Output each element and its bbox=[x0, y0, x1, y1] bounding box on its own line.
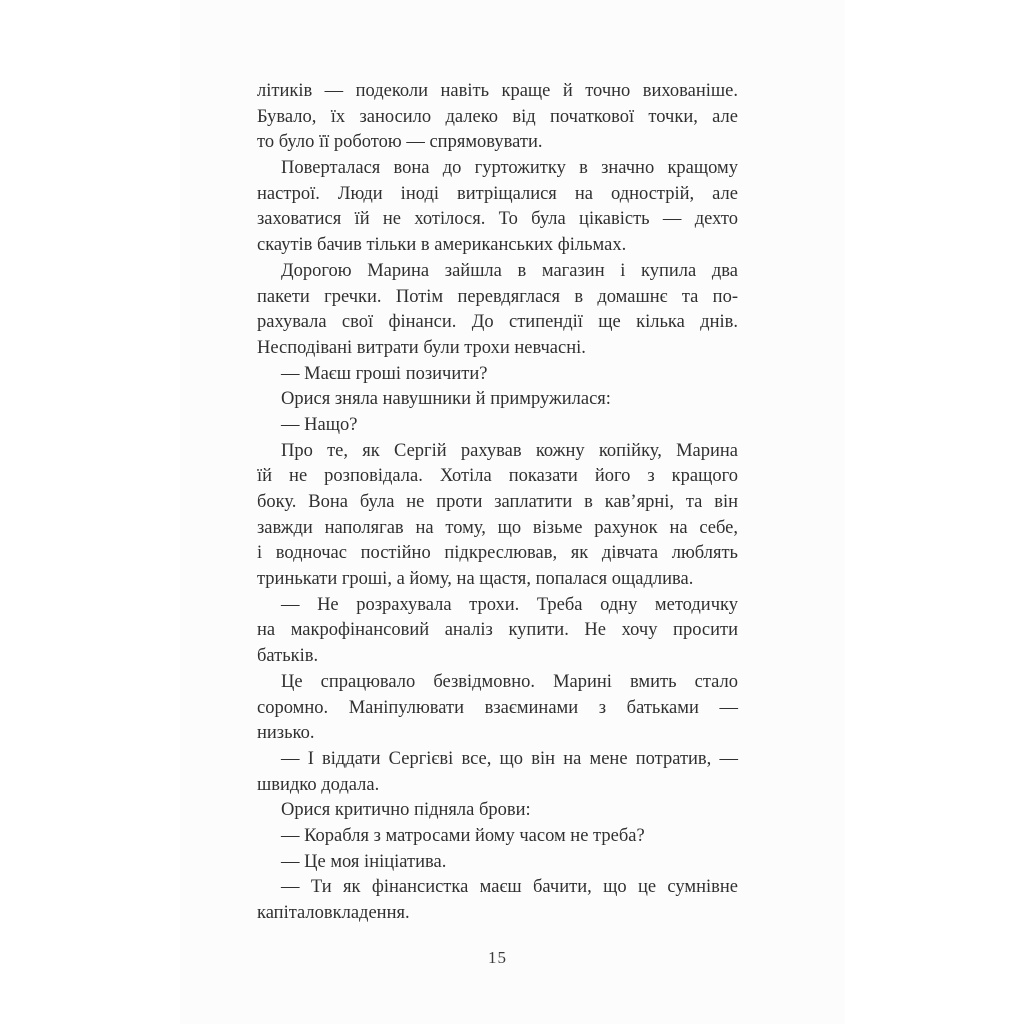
text-line: Про те, як Сергій рахував кожну копійку, Марина bbox=[281, 440, 738, 461]
text-line: заховатися їй не хотілося. То була цікавість — дехто bbox=[257, 209, 738, 230]
text-line: — І віддати Сергієві все, що він на мене потратив, — bbox=[281, 748, 738, 769]
text-line: тринькати гроші, а йому, на щастя, попалася ощадлива. bbox=[257, 569, 694, 590]
text-line: Орися критично підняла брови: bbox=[281, 800, 531, 821]
text-line: їй не розповідала. Хотіла показати його з кращого bbox=[257, 466, 738, 487]
text-line: Це спрацювало безвідмовно. Марині вмить стало bbox=[281, 671, 738, 692]
book-page bbox=[180, 0, 845, 1024]
text-line: на макрофінансовий аналіз купити. Не хочу просити bbox=[257, 620, 738, 641]
text-line: низько. bbox=[257, 723, 315, 744]
text-line: швидко додала. bbox=[257, 774, 380, 795]
text-line: Поверталася вона до гуртожитку в значно кращому bbox=[281, 158, 738, 179]
text-line: то було її роботою — спрямовувати. bbox=[257, 132, 543, 153]
text-line: Орися зняла навушники й примружилася: bbox=[281, 389, 611, 410]
body-text bbox=[257, 79, 738, 927]
text-line: скаутів бачив тільки в американських фільмах. bbox=[257, 235, 627, 256]
text-line: літиків — подеколи навіть краще й точно вихованіше. bbox=[257, 81, 738, 101]
text-line: пакети гречки. Потім перевдяглася в домашнє та по- bbox=[257, 286, 738, 307]
text-line: — Нащо? bbox=[281, 414, 358, 435]
text-line: завжди наполягав на тому, що візьме рахунок на себе, bbox=[257, 517, 738, 538]
text-line: рахувала свої фінанси. До стипендії ще кілька днів. bbox=[257, 312, 738, 333]
text-line: соромно. Маніпулювати взаєминами з батьками — bbox=[257, 697, 738, 718]
text-line: — Це моя ініціатива. bbox=[281, 851, 447, 872]
text-line: — Маєш гроші позичити? bbox=[281, 363, 488, 384]
text-line: боку. Вона була не проти заплатити в кав’ярні, та він bbox=[257, 492, 738, 512]
text-line: Несподівані витрати були трохи невчасні. bbox=[257, 337, 586, 358]
page-number: 15 bbox=[488, 948, 507, 967]
text-line: батьків. bbox=[257, 646, 319, 667]
text-line: капіталовкладення. bbox=[257, 903, 410, 923]
text-line: — Не розрахувала трохи. Треба одну методичку bbox=[281, 594, 738, 615]
text-line: настрої. Люди іноді витріщалися на однострій, але bbox=[257, 183, 738, 204]
text-line: — Корабля з матросами йому часом не треба? bbox=[281, 825, 645, 846]
text-line: і водночас постійно підкреслював, як дівчата люблять bbox=[257, 543, 738, 564]
text-line: — Ти як фінансистка маєш бачити, що це сумнівне bbox=[281, 877, 738, 898]
text-line: Дорогою Марина зайшла в магазин і купила два bbox=[281, 260, 738, 281]
text-line: Бувало, їх заносило далеко від початкової точки, але bbox=[257, 106, 738, 127]
